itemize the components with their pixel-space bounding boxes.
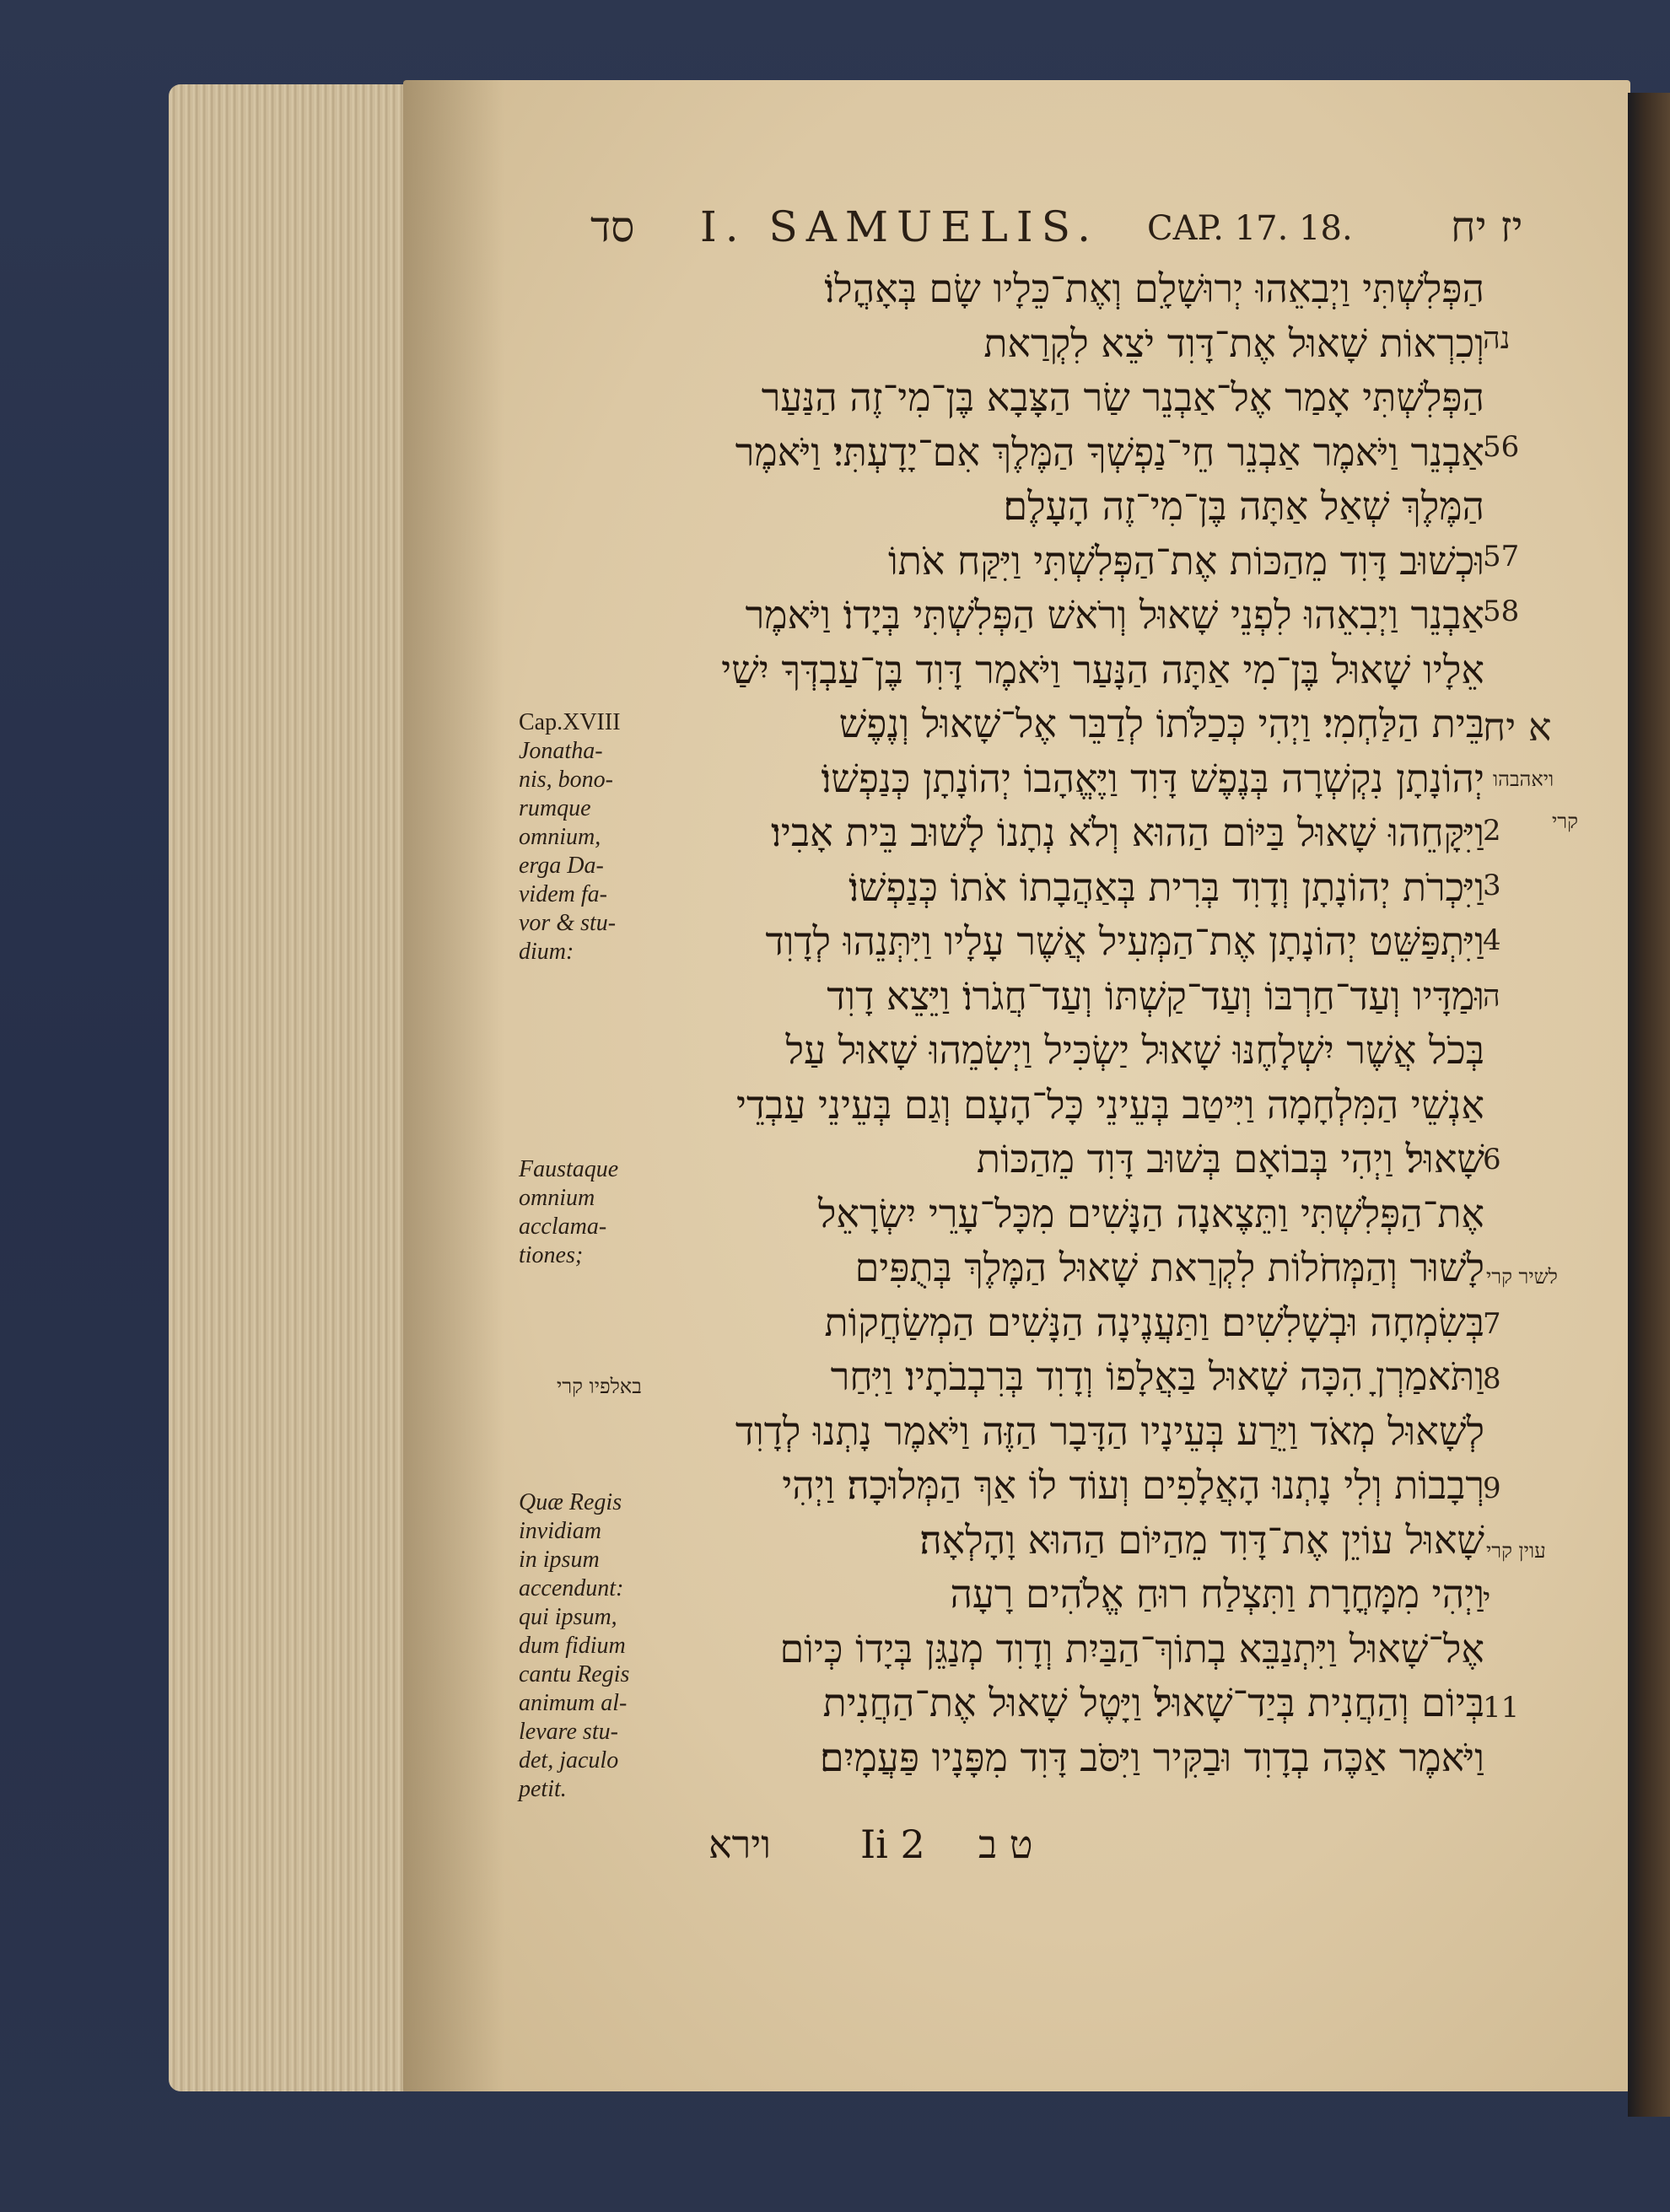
verse-number: 7: [1483, 1307, 1501, 1341]
page-number-hebrew: סד: [590, 202, 635, 251]
text-line: וַיִּכְרֹת יְהוֹנָתָן וְדָוִד בְּרִית בְּאַהֲבָתוֹ אֹתוֹ כְּנַפְשׁוֹ׃: [848, 864, 1484, 910]
running-header: [590, 202, 1552, 270]
chapter-label: CAP. 17. 18.: [1147, 209, 1353, 248]
text-line: בְּיוֹם וְהַחֲנִית בְּיַד־שָׁאוּל׃ וַיָּטֶל שָׁאוּל אֶת־הַחֲנִית: [822, 1680, 1484, 1725]
margin-line: videm fa-: [519, 881, 607, 907]
chapter-start-number: א יח: [1483, 704, 1552, 750]
text-line: רְבָבוֹת וְלִי נָתְנוּ הָאֲלָפִים וְעוֹד לוֹ אַךְ הַמְּלוּכָה׃ וַיְהִי: [782, 1462, 1484, 1508]
margin-line: rumque: [519, 795, 591, 821]
verse-number: 6: [1483, 1143, 1501, 1176]
text-line: הַמֶּלֶךְ שְׁאַל אַתָּה בֶּן־מִי־זֶה הָעָלֶם׃: [1003, 483, 1484, 529]
catchword: וירא: [708, 1822, 772, 1867]
text-line: לְשָׁאוּל מְאֹד וַיֵּרַע בְּעֵינָיו הַדָּבָר הַזֶּה וַיֹּאמֶר נָתְנוּ לְדָוִד: [735, 1407, 1484, 1454]
margin-line: omnium,: [519, 824, 601, 850]
text-line: לָשׁוּר וְהַמְּחֹלוֹת לִקְרַאת שָׁאוּל הַמֶּלֶךְ בְּתֻפִּים: [854, 1245, 1484, 1290]
chapter-hebrew: יז יח: [1451, 202, 1523, 251]
margin-line: petit.: [519, 1776, 567, 1802]
text-line: אַבְנֵר וַיֹּאמֶר אַבְנֵר חֵי־נַפְשְׁךָ הַמֶּלֶךְ אִם־יָדָעְתִּי׃ וַיֹּאמֶר: [735, 428, 1484, 475]
margin-line: accendunt:: [519, 1575, 624, 1601]
margin-note-envy: [519, 1488, 654, 1804]
qere-note: לשיר קרי: [1486, 1265, 1558, 1289]
text-line: בְּשִׂמְחָה וּבְשָׁלִשִׁים׃ וַתַּעֲנֶינָה הַנָּשִׁים הַמְשַׂחֲקוֹת: [824, 1299, 1484, 1345]
margin-line: vor & stu-: [519, 910, 617, 936]
gutter-shadow: [403, 80, 504, 2091]
verse-number: 11: [1483, 1691, 1520, 1725]
verse-number: 3: [1483, 869, 1501, 902]
margin-line: Quæ Regis: [519, 1489, 622, 1515]
verse-number: 8: [1483, 1362, 1501, 1396]
text-line: אֶל־שָׁאוּל וַיִּתְנַבֵּא בְתוֹךְ־הַבַּיִת וְדָוִד מְנַגֵּן בְּיָדוֹ כְּיוֹם: [779, 1625, 1484, 1671]
text-line: וּמַדָּיו וְעַד־חַרְבּוֹ וְעַד־קַשְׁתּוֹ וְעַד־חֲגֹרוֹ׃ וַיֵּצֵא דָוִד: [827, 972, 1484, 1019]
margin-line: qui ipsum,: [519, 1604, 617, 1630]
margin-line: in ipsum: [519, 1547, 600, 1573]
hebrew-signature-mark: ט ב: [978, 1822, 1033, 1867]
text-line: וַיְהִי מִמָּחֳרָת וַתִּצְלַח רוּחַ אֱלֹהִים רָעָה: [950, 1571, 1484, 1617]
text-line: וַיִּקָּחֵהוּ שָׁאוּל בַּיּוֹם הַהוּא וְלֹא נְתָנוֹ לָשׁוּב בֵּית אָבִיו׃: [771, 810, 1484, 855]
page-footer: [708, 1822, 1080, 1872]
text-line: וּכְשׁוּב דָּוִד מֵהַכּוֹת אֶת־הַפְּלִשְׁתִּי וַיִּקַּח אֹתוֹ: [887, 537, 1484, 584]
margin-line: levare stu-: [519, 1719, 618, 1745]
text-line: וְכִרְאוֹת שָׁאוּל אֶת־דָּוִד יֹצֵא לִקְרַאת: [983, 320, 1484, 366]
qere-note: קרי: [1552, 810, 1578, 833]
qere-note: ויאהבהו: [1493, 767, 1554, 791]
verse-number: 56: [1483, 430, 1520, 464]
margin-line: Faustaque: [519, 1156, 619, 1182]
margin-line: animum al-: [519, 1690, 628, 1716]
page-edges: [169, 84, 422, 2091]
margin-line: nis, bono-: [519, 767, 613, 793]
verse-number: 2: [1483, 814, 1501, 848]
text-line: וַתֹּאמַרְןָ הִכָּה שָׁאוּל בַּאֲלָפוֹ וְדָוִד בְּרִבְבֹתָיו׃ וַיִּחַר: [830, 1354, 1484, 1399]
margin-line: invidiam: [519, 1518, 601, 1544]
text-line: הַפְּלִשְׁתִּי אָמַר אֶל־אַבְנֵר שַׂר הַצָּבָא בֶּן־מִי־זֶה הַנַּעַר: [761, 374, 1484, 420]
margin-line: Jonatha-: [519, 738, 603, 764]
margin-line: acclama-: [519, 1214, 607, 1240]
qere-note: עוין קרי: [1486, 1539, 1546, 1563]
text-line: הַפְּלִשְׁתִּי וַיְבִאֵהוּ יְרוּשָׁלִָם וְאֶת־כֵּלָיו שָׂם בְּאָהֳלוֹ׃: [824, 266, 1484, 311]
margin-line: cantu Regis: [519, 1661, 630, 1687]
margin-line: det, jaculo: [519, 1747, 619, 1773]
text-line: וַיֹּאמֶר אַכֶּה בְדָוִד וּבַקִּיר וַיִּסֹּב דָּוִד מִפָּנָיו פַּעֲמָיִם׃: [819, 1734, 1484, 1780]
text-line: אַנְשֵׁי הַמִּלְחָמָה וַיִּיטַב בְּעֵינֵי כָּל־הָעָם וְגַם בְּעֵינֵי עַבְדֵי: [735, 1081, 1484, 1128]
qere-note: באלפיו קרי: [557, 1375, 642, 1398]
verse-number: נה: [1483, 321, 1511, 356]
margin-note-chapter: [519, 708, 654, 966]
facing-page-edge: [1628, 93, 1670, 2117]
text-line: אֶת־הַפְּלִשְׁתִּי וַתֵּצֶאנָה הַנָּשִׁים מִכָּל־עָרֵי יִשְׂרָאֵל: [817, 1190, 1484, 1236]
verse-number: 4: [1483, 923, 1501, 957]
verse-number: 57: [1483, 540, 1520, 573]
hebrew-text-block: [641, 261, 1484, 1784]
book-title: I. SAMUELIS.: [700, 202, 1100, 251]
verse-number: 58: [1483, 595, 1520, 628]
verse-number: י: [1483, 1582, 1491, 1617]
margin-line: Cap.XVIII: [519, 709, 621, 735]
verse-number: ה: [1483, 979, 1500, 1014]
text-line: בְּכֹל אֲשֶׁר יִשְׁלָחֶנּוּ שָׁאוּל יַשְׂכִּיל וַיְשִׂמֵהוּ שָׁאוּל עַל: [785, 1027, 1484, 1073]
margin-line: dium:: [519, 939, 574, 965]
text-line: יְהוֹנָתָן נִקְשְׁרָה בְּנֶפֶשׁ דָּוִד וַיֶּאֱהָבוֹ יְהוֹנָתָן כְּנַפְשׁוֹ׃: [821, 755, 1484, 801]
text-line: אַבְנֵר וַיְבִאֵהוּ לִפְנֵי שָׁאוּל וְרֹאשׁ הַפְּלִשְׁתִּי בְּיָדוֹ׃ וַיֹּאמֶר: [745, 592, 1484, 638]
text-line: וַיִּתְפַּשֵּׁט יְהוֹנָתָן אֶת־הַמְּעִיל אֲשֶׁר עָלָיו וַיִּתְּנֵהוּ לְדָוִד: [765, 918, 1484, 964]
margin-line: dum fidium: [519, 1633, 626, 1659]
text-line: אֵלָיו שָׁאוּל בֶּן־מִי אַתָּה הַנָּעַר וַיֹּאמֶר דָּוִד בֶּן־עַבְדְּךָ יִשַׁי: [721, 646, 1484, 692]
text-line: בֵּית הַלַּחְמִי׃ וַיְהִי כְּכַלֹּתוֹ לְדַבֵּר אֶל־שָׁאוּל וְנֶפֶשׁ: [838, 701, 1484, 746]
text-line: שָׁאוּל עוֹיֵן אֶת־דָּוִד מֵהַיּוֹם הַהוּא וָהָלְאָה׃: [919, 1516, 1484, 1563]
verse-number: 9: [1483, 1472, 1501, 1505]
margin-note-acclamations: [519, 1155, 654, 1270]
signature-mark: Ii 2: [860, 1822, 925, 1867]
margin-line: erga Da-: [519, 853, 604, 879]
margin-line: omnium: [519, 1185, 595, 1211]
margin-line: tiones;: [519, 1242, 584, 1268]
text-line: שָׁאוּל׃ וַיְהִי בְּבוֹאָם בְּשׁוּב דָּוִד מֵהַכּוֹת: [976, 1136, 1484, 1181]
